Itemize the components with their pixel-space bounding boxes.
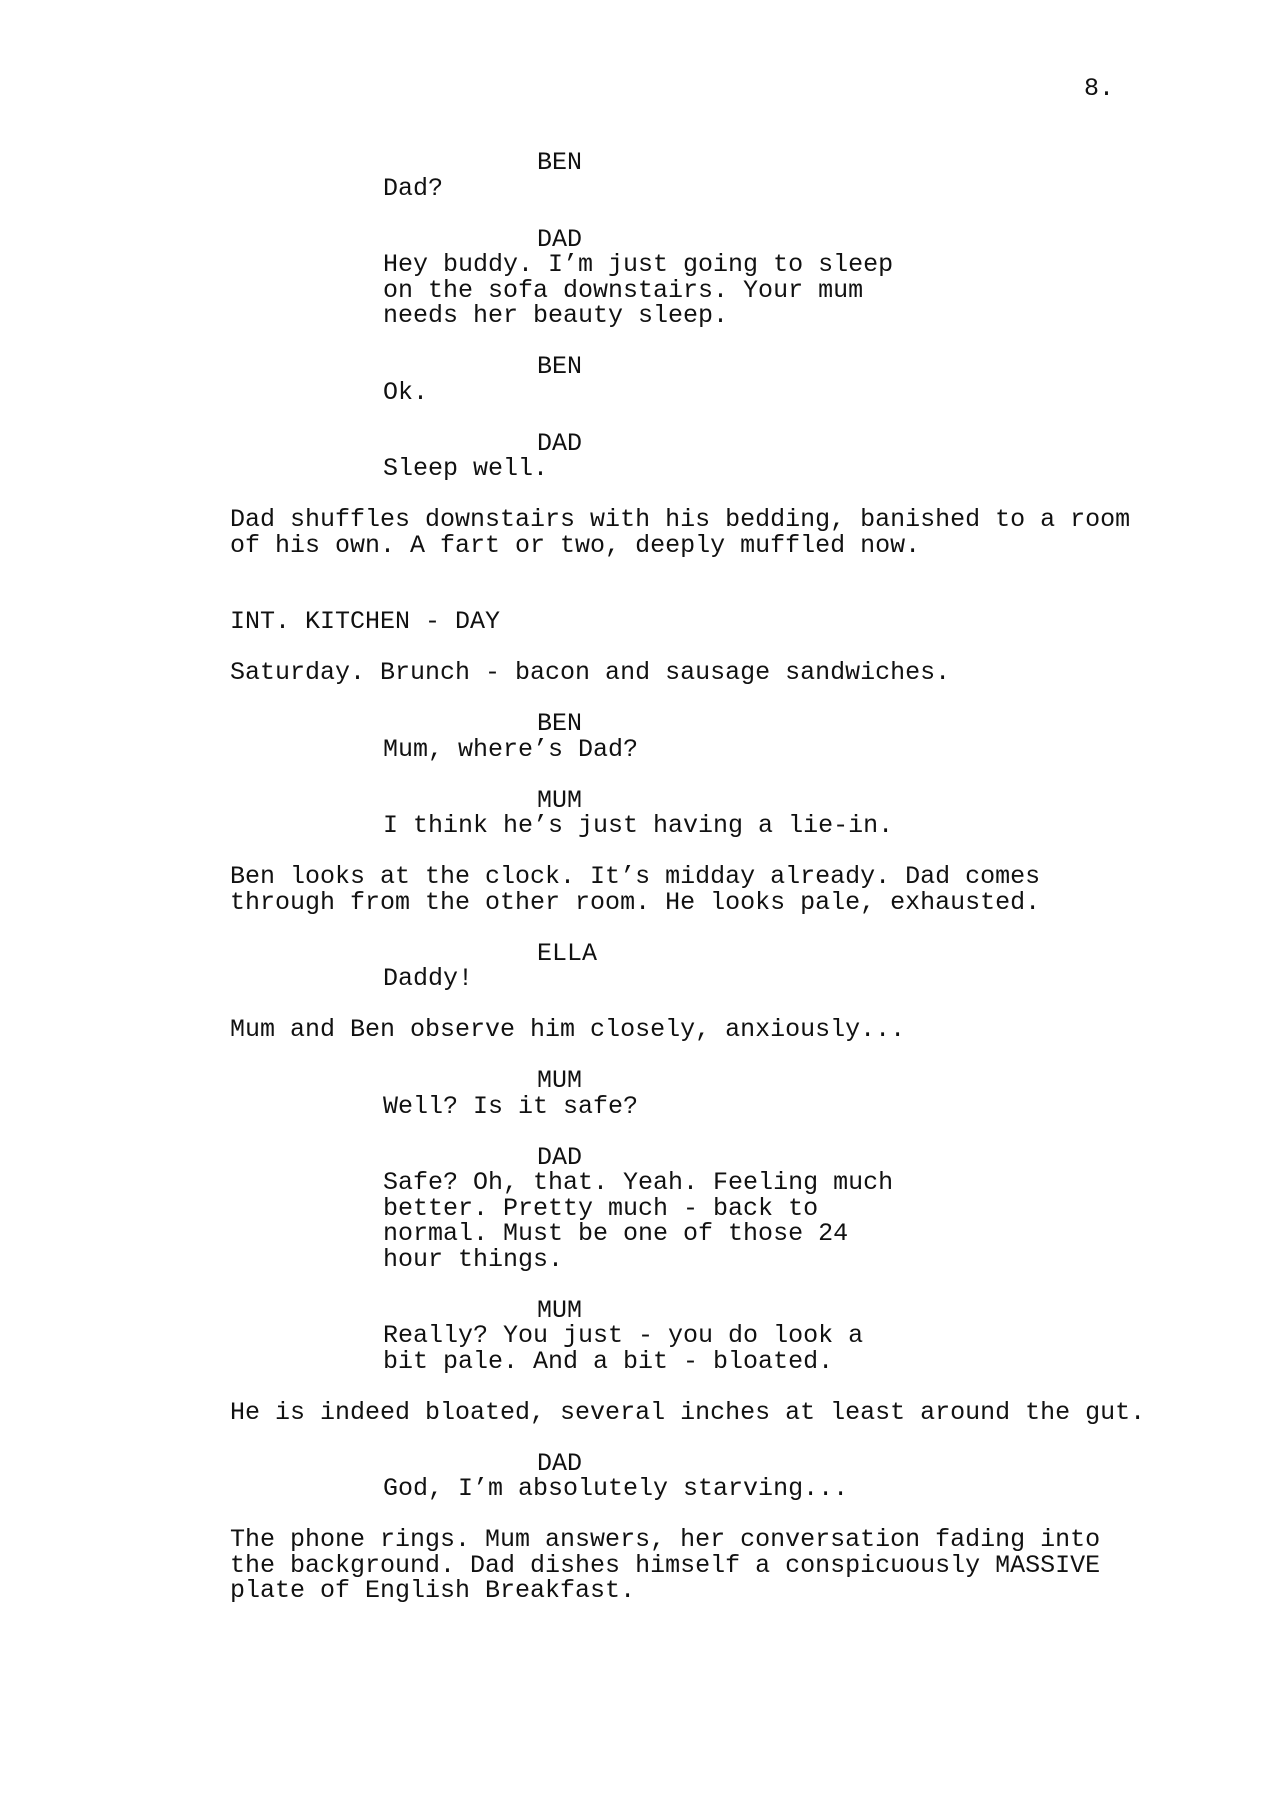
screenplay-body	[0, 150, 1272, 1604]
character-name: MUM	[537, 785, 583, 815]
character-name: BEN	[537, 148, 583, 177]
scene-heading: INT. KITCHEN - DAY	[230, 607, 501, 636]
page-number: 8.	[1084, 74, 1115, 103]
action-line: The phone rings. Mum answers, her conversation fading into the background. Dad dishes himself a conspicuously MASSIVE plate of English Breakfast.	[230, 1525, 1101, 1605]
action-line: Ben looks at the clock. It’s midday already. Dad comes through from the other room. He looks pale, exhausted.	[230, 862, 1041, 917]
character-name: DAD	[537, 428, 583, 458]
dialogue: I think he’s just having a lie-in.	[383, 811, 894, 840]
action-line: He is indeed bloated, several inches at least around the gut.	[230, 1397, 1146, 1427]
dialogue: Safe? Oh, that. Yeah. Feeling much better. Pretty much - back to normal. Must be one of those 24 hour things.	[383, 1168, 894, 1274]
character-name: BEN	[537, 352, 583, 381]
character-name: BEN	[537, 709, 583, 738]
character-name: MUM	[537, 1066, 583, 1095]
dialogue: Really? You just - you do look a bit pale. And a bit - bloated.	[383, 1321, 864, 1376]
dialogue: Daddy!	[383, 964, 474, 993]
action-line: Mum and Ben observe him closely, anxiously...	[230, 1015, 906, 1044]
action-line: Dad shuffles downstairs with his bedding, banished to a room of his own. A fart or two, deeply muffled now.	[230, 505, 1131, 560]
character-name: DAD	[537, 1142, 583, 1172]
dialogue: Sleep well.	[383, 454, 549, 483]
character-name: ELLA	[537, 938, 598, 968]
character-name: DAD	[537, 224, 583, 254]
dialogue: Mum, where’s Dad?	[383, 734, 639, 764]
character-name: MUM	[537, 1295, 583, 1325]
dialogue: Well? Is it safe?	[383, 1091, 639, 1121]
dialogue: Ok.	[383, 377, 429, 407]
dialogue: Hey buddy. I’m just going to sleep on the sofa downstairs. Your mum needs her beauty sleep.	[383, 250, 894, 330]
character-name: DAD	[537, 1448, 583, 1478]
action-line: Saturday. Brunch - bacon and sausage sandwiches.	[230, 658, 951, 687]
dialogue: Dad?	[383, 173, 444, 203]
dialogue: God, I’m absolutely starving...	[383, 1474, 849, 1503]
